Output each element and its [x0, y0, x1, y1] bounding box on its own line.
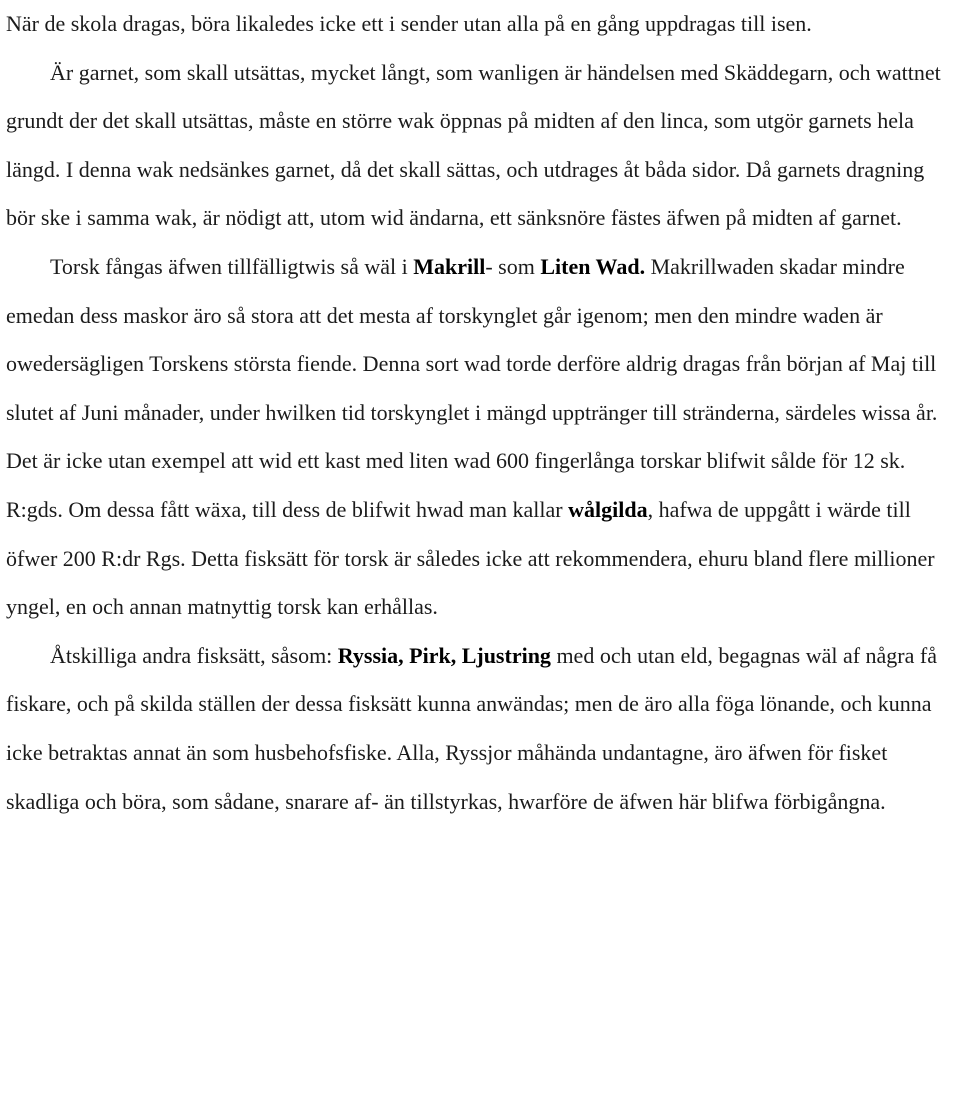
paragraph-2-text: Är garnet, som skall utsättas, mycket långt, som wanligen är händelsen med Skäddegarn, och wattnet grundt der det skall utsättas, måste en större wak öppnas på midten af den linca, som utgör garnets hela längd. I denna wak nedsänkes garnet, då det skall sättas, och utdrages åt båda sidor. Då garnets dragning bör ske i samma wak, är nödigt att, utom wid ändarna, ett sänksnöre fästes äfwen på midten af garnet.: [6, 59, 941, 231]
paragraph-2: [6, 49, 954, 243]
paragraph-4-text-a: Åtskilliga andra fisksätt, såsom:: [50, 642, 338, 668]
paragraph-1: [6, 0, 954, 49]
paragraph-3-text-d: , hafwa de uppgått i wärde till öfwer 200 R:dr Rgs. Detta fisksätt för torsk är således icke att rekommendera, ehuru bland flere millioner yngel, en och annan matnyttig torsk kan erhållas.: [6, 496, 935, 620]
term-walgilda: wålgilda: [568, 496, 648, 522]
term-fishing-methods: Ryssia, Pirk, Ljustring: [337, 642, 551, 668]
paragraph-3-text-b: - som: [485, 253, 541, 279]
paragraph-3-text-c: Makrillwaden skadar mindre emedan dess maskor äro så stora att det mesta af torskynglet går igenom; men den mindre waden är owedersägligen Torskens största fiende. Denna sort wad torde derföre aldrig dragas från början af Maj till slutet af Juni månader, under hwilken tid torskynglet i mängd upptränger till stränderna, särdeles wissa år. Det är icke utan exempel att wid ett kast med liten wad 600 fingerlånga torskar blifwit sålde för 12 sk. R:gds. Om dessa fått wäxa, till dess de blifwit hwad man kallar: [6, 253, 938, 522]
paragraph-3-text-a: Torsk fångas äfwen tillfälligtwis så wäl i: [50, 253, 414, 279]
document-page: [6, 0, 954, 1104]
paragraph-4: [6, 632, 954, 826]
paragraph-4-text-b: med och utan eld, begagnas wäl af några få fiskare, och på skilda ställen der dessa fisksätt kunna anwändas; men de äro alla föga lönande, och kunna icke betraktas annat än som husbehofsfiske. Alla, Ryssjor måhända undantagne, äro äfwen för fisket skadliga och böra, som sådane, snarare af- än tillstyrkas, hwarföre de äfwen här blifwa förbigångna.: [6, 642, 937, 814]
paragraph-1-text: När de skola dragas, böra likaledes icke ett i sender utan alla på en gång uppdragas till isen.: [6, 11, 812, 36]
term-makrill: Makrill: [413, 253, 486, 279]
paragraph-3: [6, 243, 954, 632]
term-liten-wad: Liten Wad.: [540, 253, 646, 279]
